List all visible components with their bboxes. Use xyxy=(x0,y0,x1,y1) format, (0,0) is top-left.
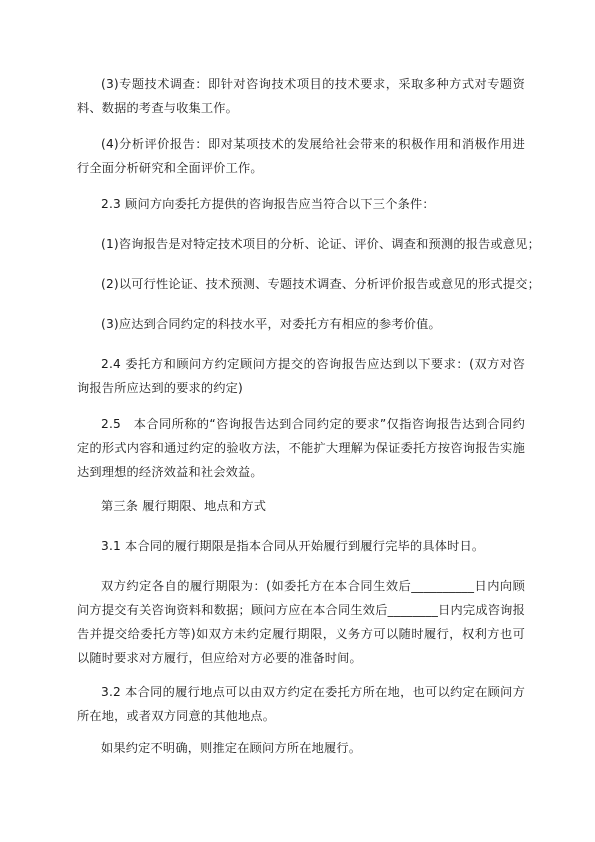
place-unclear-paragraph: 如果约定不明确，则推定在顾问方所在地履行。 xyxy=(101,741,362,755)
clause-2-5: 2.5 本合同所称的“咨询报告达到合同约定的要求”仅指咨询报告达到合同约定的形式内容和通过约定的验收方法，不能扩大理解为保证委托方按咨询报告实施达到理想的经济效益和社会效益。 xyxy=(77,417,525,479)
paragraph-3-special-survey: (3)专题技术调查：即针对咨询技术项目的技术要求，采取多种方式对专题资料、数据的考查与收集工作。 xyxy=(77,77,525,115)
clause-2-3: 2.3 顾问方向委托方提供的咨询报告应当符合以下三个条件： xyxy=(101,197,435,211)
performance-period-paragraph: 双方约定各自的履行期限为：(如委托方在本合同生效后__________日内向顾问方提交有关咨询资料和数据；顾问方应在本合同生效后________日内完成咨询报告并提交给委托方等)如双方未约定履行期限，义务方可以随时履行，权利方也可以随时要求对方履行，但应给对方必要的准备时间。 xyxy=(77,579,525,665)
condition-3: (3)应达到合同约定的科技水平，对委托方有相应的参考价值。 xyxy=(101,317,441,331)
clause-3-2: 3.2 本合同的履行地点可以由双方约定在委托方所在地，也可以约定在顾问方所在地，或者双方同意的其他地点。 xyxy=(77,685,525,723)
paragraph-4-analysis-report: (4)分析评价报告：即对某项技术的发展给社会带来的积极作用和消极作用进行全面分析研究和全面评价工作。 xyxy=(77,137,525,175)
clause-2-4: 2.4 委托方和顾问方约定顾问方提交的咨询报告应达到以下要求：(双方对咨询报告所应达到的要求的约定) xyxy=(77,357,525,395)
condition-2: (2)以可行性论证、技术预测、专题技术调查、分析评价报告或意见的形式提交； xyxy=(101,277,541,291)
condition-1: (1)咨询报告是对特定技术项目的分析、论证、评价、调查和预测的报告或意见； xyxy=(101,237,541,251)
article-3-heading: 第三条 履行期限、地点和方式 xyxy=(101,499,267,513)
clause-3-1: 3.1 本合同的履行期限是指本合同从开始履行到履行完毕的具体时日。 xyxy=(101,539,485,553)
